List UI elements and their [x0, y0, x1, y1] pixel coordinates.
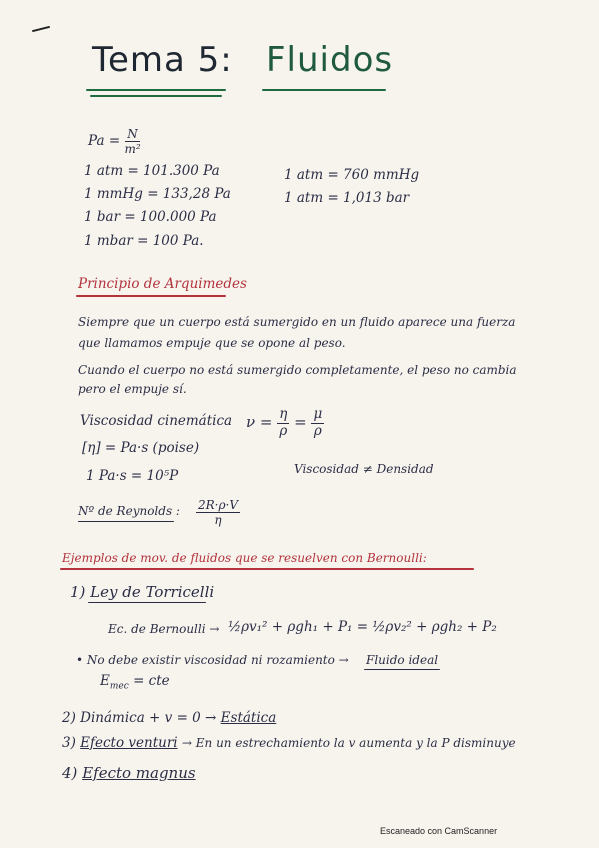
- ejemplos-underline: [60, 568, 474, 570]
- emec-symbol: E: [100, 673, 110, 689]
- emec-sub: mec: [109, 681, 129, 692]
- rho-den: ρ: [279, 422, 288, 439]
- eta-num: η: [279, 406, 288, 422]
- item2-word: Estática: [220, 710, 277, 726]
- item1-underline: [88, 602, 206, 603]
- pen-mark: [32, 26, 50, 32]
- unit-eq-left-2: 1 mmHg = 133,28 Pa: [84, 186, 231, 202]
- title-underline-1: [86, 89, 226, 91]
- arquimedes-heading: Principio de Arquimedes: [78, 276, 247, 292]
- item3-prefix: 3): [62, 735, 76, 751]
- unit-eq-right-2: 1 atm = 1,013 bar: [284, 190, 410, 206]
- viscosity-bullet: • No debe existir viscosidad ni rozamiento →: [76, 653, 349, 667]
- reynolds-fraction: [196, 499, 240, 526]
- item3-rest: → En un estrechamiento la v aumenta y la P disminuye: [181, 736, 516, 750]
- item2: [62, 710, 276, 726]
- pa-label: Pa =: [88, 133, 121, 149]
- item4-prefix: 4): [62, 764, 78, 782]
- pa-fraction: [124, 128, 140, 155]
- title-underline-3: [262, 89, 386, 91]
- arquimedes-underline: [76, 295, 226, 297]
- arquimedes-p2-line2: pero el empuje sí.: [78, 382, 187, 396]
- item1-label: 1) Ley de Torricelli: [70, 583, 215, 601]
- title-right: Fluidos: [266, 40, 394, 80]
- viscosidad-units: [η] = Pa·s (poise): [82, 440, 200, 456]
- emec-value: = cte: [133, 673, 170, 689]
- arquimedes-p1-line2: que llamamos empuje que se opone al peso.: [78, 336, 346, 350]
- item3: [62, 735, 516, 751]
- bernoulli-label: Ec. de Bernoulli →: [108, 622, 220, 636]
- viscosidad-formula: [246, 408, 324, 438]
- title-left: Tema 5:: [92, 40, 233, 80]
- pa-num: N: [127, 127, 138, 141]
- reynolds-num: 2R·ρ·V: [198, 498, 239, 512]
- unit-eq-left-1: 1 atm = 101.300 Pa: [84, 163, 220, 179]
- reynolds-underline: [78, 521, 174, 522]
- unit-eq-right-1: 1 atm = 760 mmHg: [284, 167, 420, 183]
- pa-den: m²: [124, 142, 141, 156]
- fluido-ideal: Fluido ideal: [366, 653, 439, 667]
- eq-sign: =: [294, 413, 307, 431]
- unit-eq-left-3: 1 bar = 100.000 Pa: [84, 209, 217, 225]
- bernoulli-equation: ½ρv₁² + ρgh₁ + P₁ = ½ρv₂² + ρgh₂ + P₂: [228, 619, 497, 635]
- pa-s-conversion: 1 Pa·s = 10⁵P: [86, 468, 179, 484]
- reynolds-label: Nº de Reynolds :: [78, 504, 180, 518]
- ejemplos-heading: Ejemplos de mov. de fluidos que se resuelven con Bernoulli:: [62, 551, 427, 565]
- item3-word: Efecto venturi: [80, 735, 178, 751]
- rho-den-2: ρ: [313, 422, 322, 439]
- unit-eq-left-4: 1 mbar = 100 Pa.: [84, 233, 204, 249]
- viscosidad-label: Viscosidad cinemática: [80, 413, 233, 429]
- mu-num: μ: [313, 406, 323, 422]
- pa-definition: [88, 128, 141, 155]
- arquimedes-p1-line1: Siempre que un cuerpo está sumergido en un fluido aparece una fuerza: [78, 315, 516, 329]
- fluido-ideal-underline: [364, 669, 440, 670]
- nu-eq: ν =: [246, 413, 273, 431]
- title-underline-2: [90, 95, 222, 97]
- camscanner-footer: Escaneado con CamScanner: [380, 826, 498, 836]
- item4: [62, 764, 196, 782]
- eta-over-rho: [277, 408, 289, 438]
- mu-over-rho: [311, 408, 324, 438]
- arquimedes-p2-line1: Cuando el cuerpo no está sumergido completamente, el peso no cambia: [78, 363, 517, 377]
- item4-word: Efecto magnus: [82, 764, 196, 782]
- reynolds-formula: [196, 499, 240, 526]
- viscosidad-note: Viscosidad ≠ Densidad: [294, 462, 434, 476]
- emec-equation: [100, 673, 170, 692]
- item2-prefix: 2) Dinámica + v = 0 →: [62, 710, 217, 726]
- reynolds-den: η: [214, 513, 222, 527]
